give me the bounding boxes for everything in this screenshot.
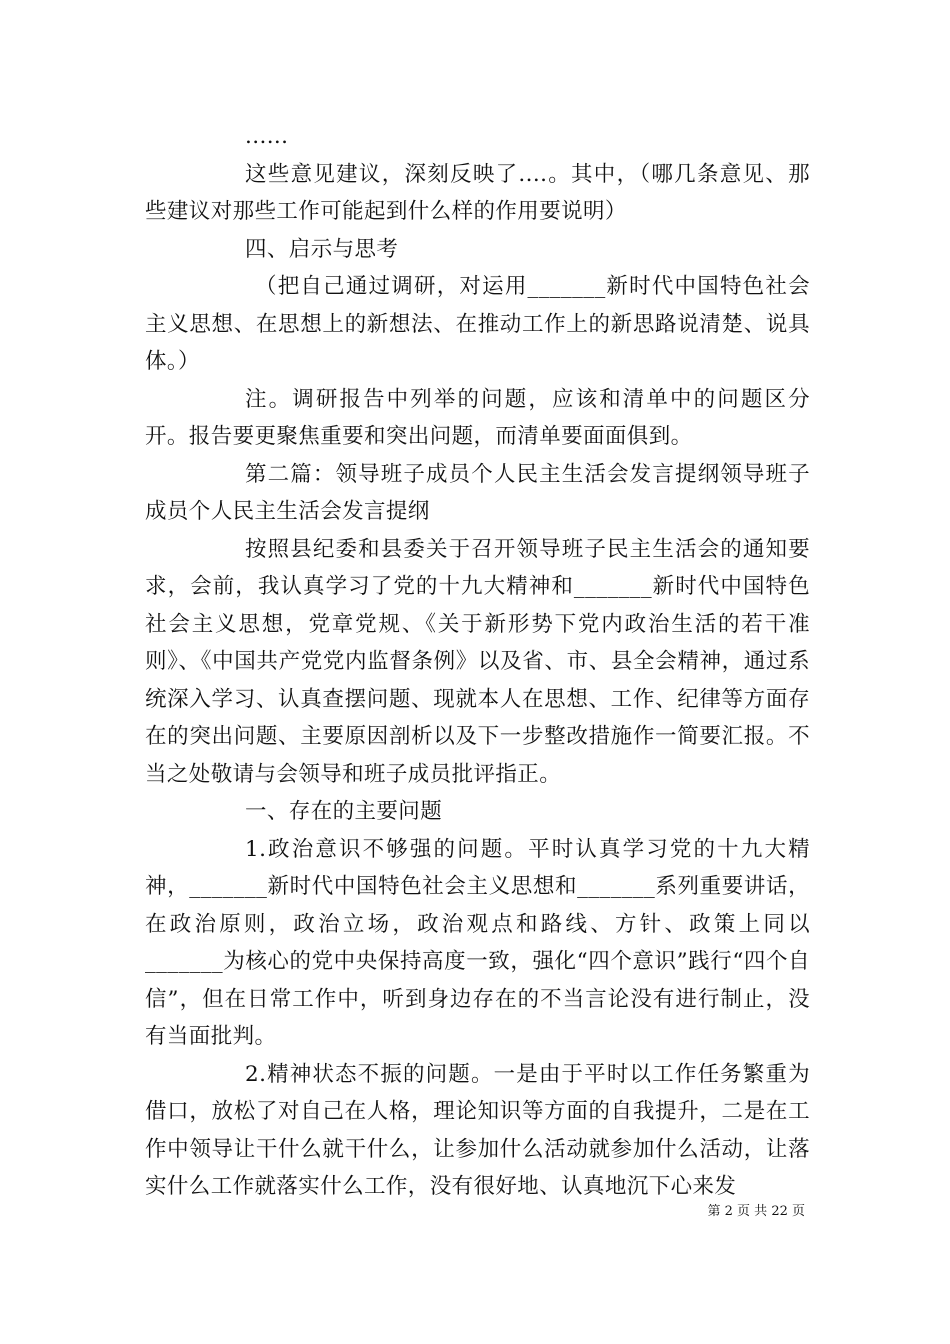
paragraph-reflection: （把自己通过调研，对运用_______新时代中国特色社会主义思想、在思想上的新想法、在推动工作上的新思路说清楚、说具体。） <box>145 274 810 374</box>
paragraph-note: 注。调研报告中列举的问题，应该和清单中的问题区分开。报告要更聚焦重要和突出问题，而清单要面面俱到。 <box>145 386 810 449</box>
section-heading-1: 一、存在的主要问题 <box>245 799 443 824</box>
section-heading-4: 四、启示与思考 <box>245 236 399 262</box>
chapter-title: 第二篇：领导班子成员个人民主生活会发言提纲领导班子成员个人民主生活会发言提纲 <box>145 461 810 524</box>
page-number: 第 2 页 共 22 页 <box>707 1204 805 1219</box>
ellipsis-line: ...... <box>245 124 289 149</box>
document-body <box>145 118 810 1206</box>
paragraph-intro: 按照县纪委和县委关于召开领导班子民主生活会的通知要求，会前，我认真学习了党的十九大精神和_______新时代中国特色社会主义思想，党章党规、《关于新形势下党内政治生活的若干准则》、《中国共产党党内监督条例》以及省、市、县全会精神，通过系统深入学习、认真查摆问题、现就本人在思想、工作、纪律等方面存在的突出问题、主要原因剖析以及下一步整改措施作一简要汇报。不当之处敬请与会领导和班子成员批评指正。 <box>145 536 810 787</box>
paragraph-problem-1: 1.政治意识不够强的问题。平时认真学习党的十九大精神，_______新时代中国特色社会主义思想和_______系列重要讲话，在政治原则，政治立场，政治观点和路线、方针、政策上同以_______为核心的党中央保持高度一致，强化“四个意识”践行“四个自信”，但在日常工作中，听到身边存在的不当言论没有进行制止，没有当面批判。 <box>145 836 810 1049</box>
paragraph-opinions: 这些意见建议，深刻反映了....。其中，（哪几条意见、那些建议对那些工作可能起到什么样的作用要说明） <box>145 161 810 224</box>
paragraph-problem-2: 2.精神状态不振的问题。一是由于平时以工作任务繁重为借口，放松了对自己在人格，理论知识等方面的自我提升，二是在工作中领导让干什么就干什么，让参加什么活动就参加什么活动，让落实什么工作就落实什么工作，没有很好地、认真地沉下心来发 <box>145 1061 810 1199</box>
